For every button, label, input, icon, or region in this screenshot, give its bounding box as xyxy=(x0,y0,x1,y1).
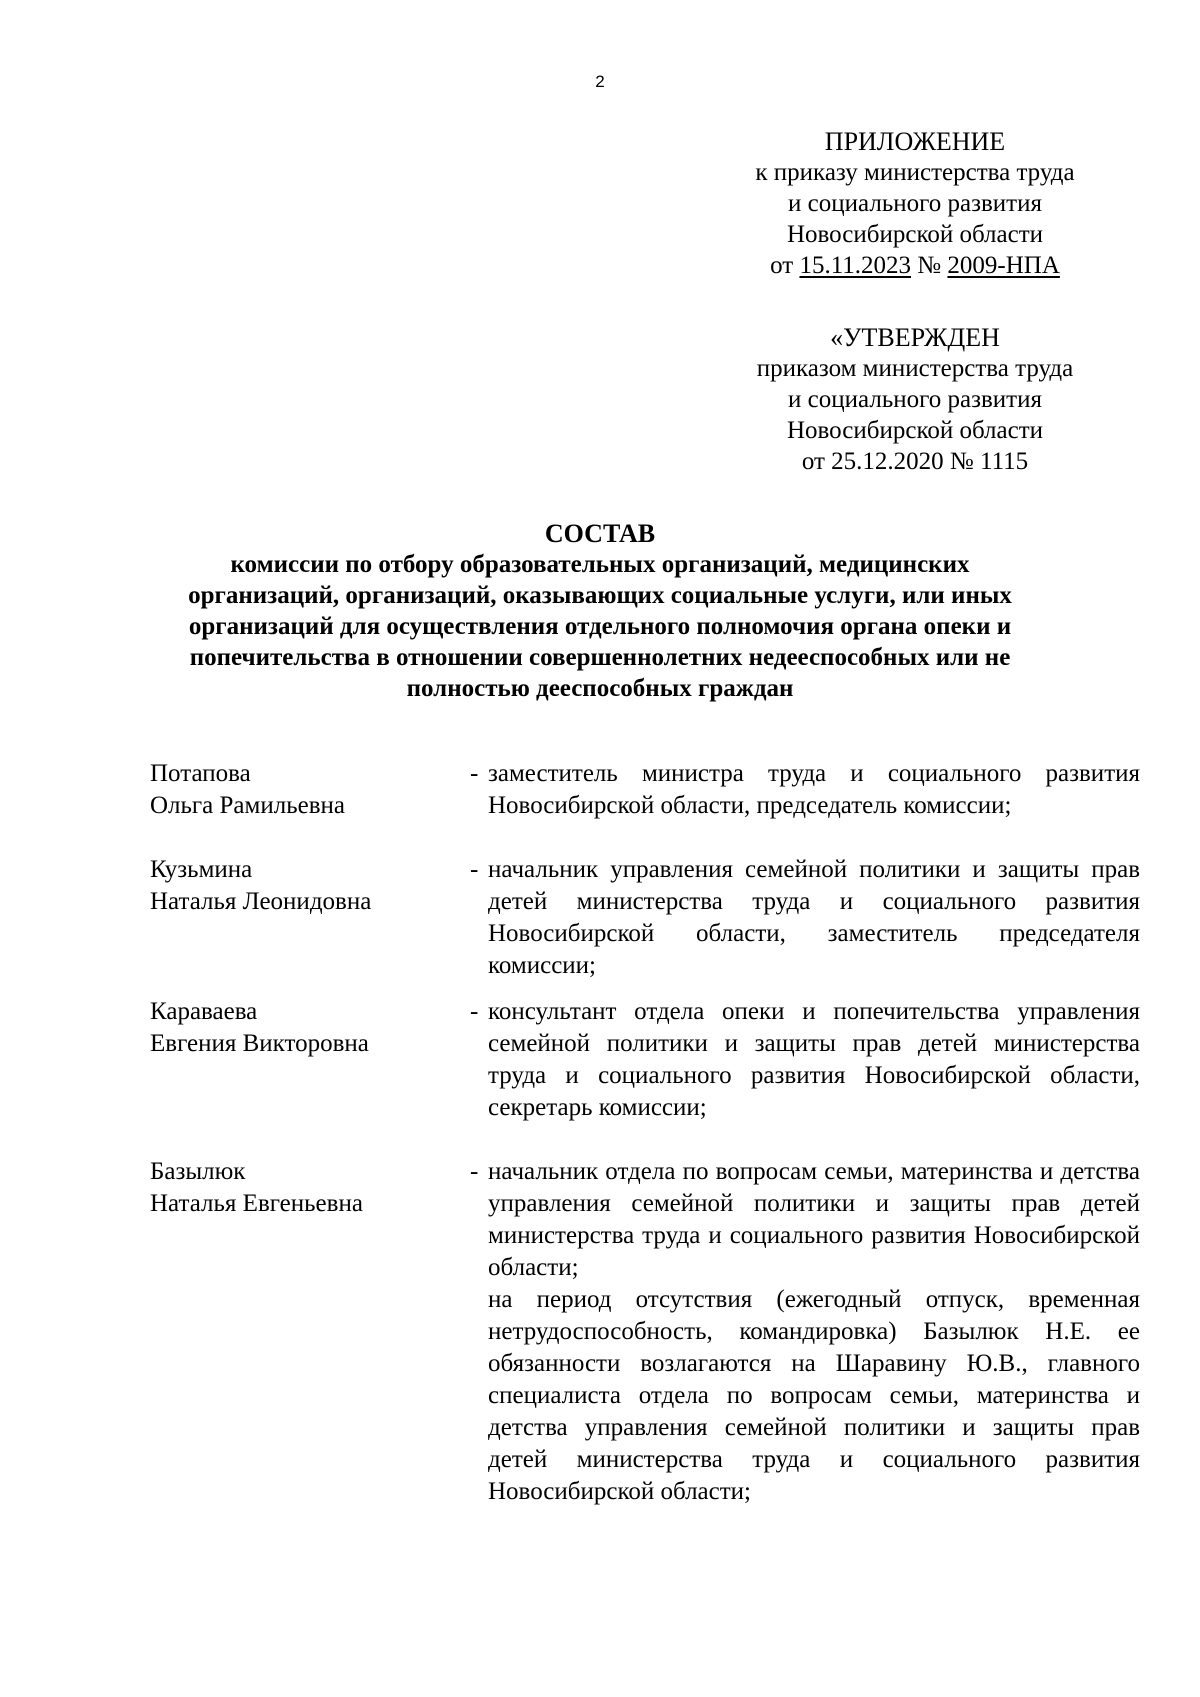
appendix-line-1: к приказу министерства труда xyxy=(755,159,1075,186)
appendix-date: 15.11.2023 xyxy=(799,252,912,279)
title-main: СОСТАВ xyxy=(544,519,656,548)
member-description-substitute: на период отсутствия (ежегодный отпуск, временная нетрудоспособность, командировка) Базылюк Н.Е. ее обязанности возлагаются на Шаравину Ю.В., главного специалиста отдела по вопросам семьи, материнства и детства управления семейной политики и защиты прав детей министерства труда и социального развития Новосибирской области; xyxy=(488,1286,1140,1505)
member-dash: - xyxy=(470,760,479,787)
member-surname: Кузьмина xyxy=(150,856,253,883)
members-list xyxy=(150,758,1140,1508)
member-dash: - xyxy=(470,856,479,883)
member-dash: - xyxy=(470,998,479,1025)
member-entry xyxy=(150,996,1140,1124)
member-description-text: заместитель министра труда и социального развития Новосибирской области, председатель комиссии; xyxy=(488,760,1140,819)
member-description xyxy=(488,996,1140,1124)
approved-line-2: и социального развития xyxy=(788,386,1042,413)
member-name xyxy=(150,996,470,1124)
member-entry xyxy=(150,1156,1140,1508)
member-description xyxy=(488,1156,1140,1508)
member-name xyxy=(150,854,470,982)
appendix-number-sign: № xyxy=(917,252,942,279)
appendix-line-3: Новосибирской области xyxy=(786,221,1044,248)
approved-stamp xyxy=(735,322,1095,477)
title-line-5: полностью дееспособных граждан xyxy=(406,675,794,702)
appendix-stamp xyxy=(735,126,1095,281)
member-entry xyxy=(150,758,1140,822)
member-surname: Караваева xyxy=(150,998,258,1025)
appendix-date-line xyxy=(735,250,1095,281)
approved-line-1: приказом министерства труда xyxy=(756,355,1074,382)
approved-heading: «УТВЕРЖДЕН xyxy=(830,323,1000,352)
member-description-text: начальник управления семейной политики и защиты прав детей министерства труда и социального развития Новосибирской области, заместитель председателя комиссии; xyxy=(488,856,1140,979)
member-description-text: консультант отдела опеки и попечительства управления семейной политики и защиты прав детей министерства труда и социального развития Новосибирской области, секретарь комиссии; xyxy=(488,998,1140,1121)
member-name xyxy=(150,1156,470,1508)
member-given-names: Евгения Викторовна xyxy=(150,1030,369,1057)
member-given-names: Ольга Рамильевна xyxy=(150,792,345,819)
appendix-line-2: и социального развития xyxy=(788,190,1042,217)
title-line-3: организаций для осуществления отдельного полномочия органа опеки и xyxy=(188,613,1012,640)
title-line-1: комиссии по отбору образовательных организаций, медицинских xyxy=(230,551,970,578)
title-line-2: организаций, организаций, оказывающих социальные услуги, или иных xyxy=(188,582,1012,609)
approved-line-4: от 25.12.2020 № 1115 xyxy=(801,448,1029,475)
member-surname: Потапова xyxy=(150,760,251,787)
member-given-names: Наталья Леонидовна xyxy=(150,888,372,915)
appendix-date-prefix: от xyxy=(770,252,794,279)
appendix-number: 2009-НПА xyxy=(947,252,1060,279)
member-description xyxy=(488,854,1140,982)
member-description-text: начальник отдела по вопросам семьи, материнства и детства управления семейной политики и защиты прав детей министерства труда и социального развития Новосибирской области; xyxy=(488,1158,1140,1281)
page-number: 2 xyxy=(595,72,605,91)
document-title xyxy=(130,518,1070,704)
member-given-names: Наталья Евгеньевна xyxy=(150,1190,363,1217)
member-name xyxy=(150,758,470,822)
member-description xyxy=(488,758,1140,822)
approved-line-3: Новосибирской области xyxy=(786,417,1044,444)
member-entry xyxy=(150,854,1140,982)
appendix-heading: ПРИЛОЖЕНИЕ xyxy=(824,127,1006,156)
member-dash: - xyxy=(470,1158,479,1185)
member-surname: Базылюк xyxy=(150,1158,246,1185)
title-line-4: попечительства в отношении совершеннолетних недееспособных или не xyxy=(189,644,1011,671)
